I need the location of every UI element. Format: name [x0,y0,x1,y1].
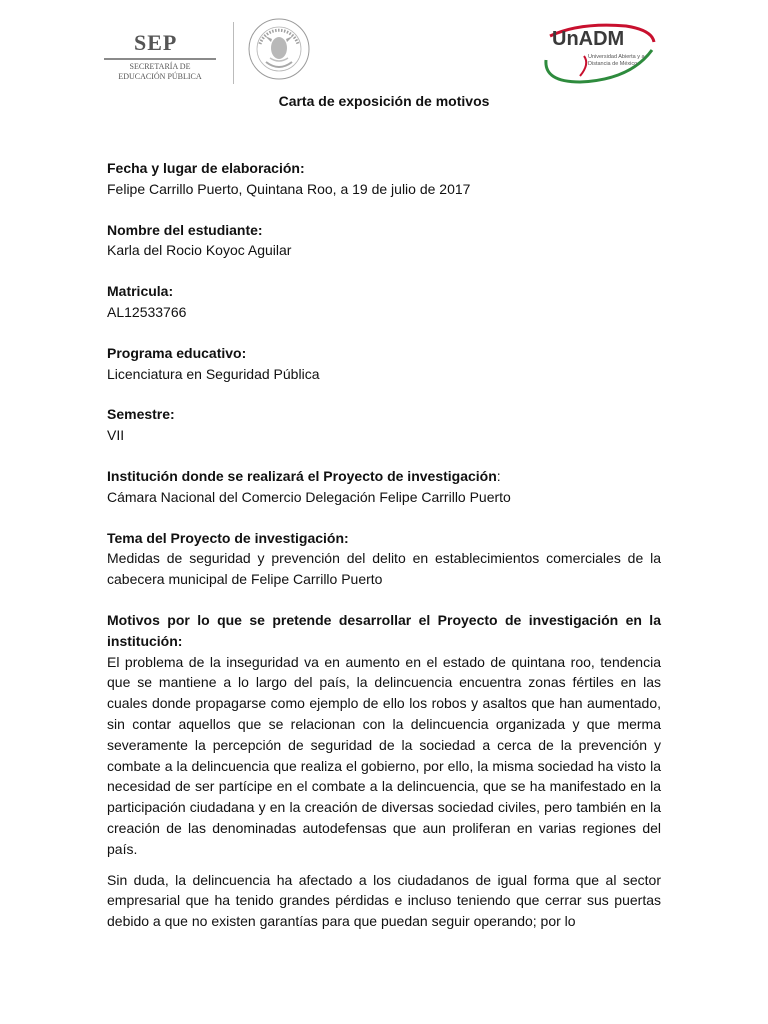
logo-divider [233,22,234,84]
field-value: Medidas de seguridad y prevención del delito en establecimientos comerciales de la cabecera municipal de Felipe Carrillo Puerto [107,550,661,588]
field-semestre [107,404,661,446]
field-label: Tema del Proyecto de investigación: [107,529,349,546]
field-value: Felipe Carrillo Puerto, Quintana Roo, a 19 de julio de 2017 [107,180,471,197]
motives-paragraph: Sin duda, la delincuencia ha afectado a los ciudadanos de igual forma que al sector empresarial que ha tenido grandes pérdidas e incluso teniendo que cerrar sus puertas debido a que no existen garantías para que puedan seguir operando; por lo [107,871,661,930]
field-label: Semestre: [107,406,175,423]
sep-logo [104,28,216,90]
field-label: Motivos por lo que se pretende desarrollar el Proyecto de investigación en la institución: [107,611,661,649]
unadm-logo-subtitle-line: Distancia de México [588,61,638,67]
field-fecha-lugar [107,158,661,200]
field-label-colon: : [496,467,501,484]
field-label: Institución donde se realizará el Proyecto de investigación [107,467,497,484]
motives-paragraph: El problema de la inseguridad va en aumento en el estado de quintana roo, tendencia que se mantiene a lo largo del país, la delincuencia encuentra zonas fértiles en las cuales donde propagarse como ejemplo de ello los robos y asaltos que han aumentado, sin contar aquellos que se relacionan con la delincuencia organizada y que merma severamente la percepción de seguridad de la sociedad a cerca de la prevención y combate a la delincuencia que realiza el gobierno, por ello, la misma sociedad ha visto la necesidad de ser partícipe en el combate a la delincuencia, que se ha manifestado en la participación ciudadana y en la creación de diversas sociedad civiles, pero también en la creación de las denominadas autodefensas que aun proliferan en varias regiones del país. [107,653,661,857]
document-title: Carta de exposición de motivos [278,93,490,109]
unadm-logo-text: UnADM [552,28,625,50]
field-value: Cámara Nacional del Comercio Delegación Felipe Carrillo Puerto [107,488,511,505]
sep-logo-subtitle-line: SECRETARÍA DE [129,62,191,71]
field-value: VII [107,427,125,444]
field-tema-proyecto [107,528,661,590]
field-label: Programa educativo: [107,344,247,361]
unadm-logo-subtitle [588,54,658,68]
document-body [107,158,661,952]
mexican-coat-of-arms-seal-icon [246,14,312,84]
field-value: Karla del Rocio Koyoc Aguilar [107,242,292,259]
field-value: AL12533766 [107,303,187,320]
field-label: Nombre del estudiante: [107,221,263,238]
field-label: Matricula: [107,283,174,300]
sep-logo-text: SEP [134,30,178,55]
unadm-logo [540,20,660,88]
field-value: Licenciatura en Seguridad Pública [107,365,320,382]
field-institucion [107,466,661,508]
sep-logo-subtitle [104,62,216,82]
field-programa-educativo [107,343,661,385]
field-nombre-estudiante [107,220,661,262]
field-label: Fecha y lugar de elaboración: [107,160,305,176]
unadm-logo-subtitle-line: Universidad Abierta y a [588,54,645,60]
field-matricula [107,281,661,323]
letterhead [0,0,768,92]
sep-logo-subtitle-line: EDUCACIÓN PÚBLICA [118,72,202,81]
sep-logo-rule [104,58,216,60]
field-motivos [107,610,661,932]
